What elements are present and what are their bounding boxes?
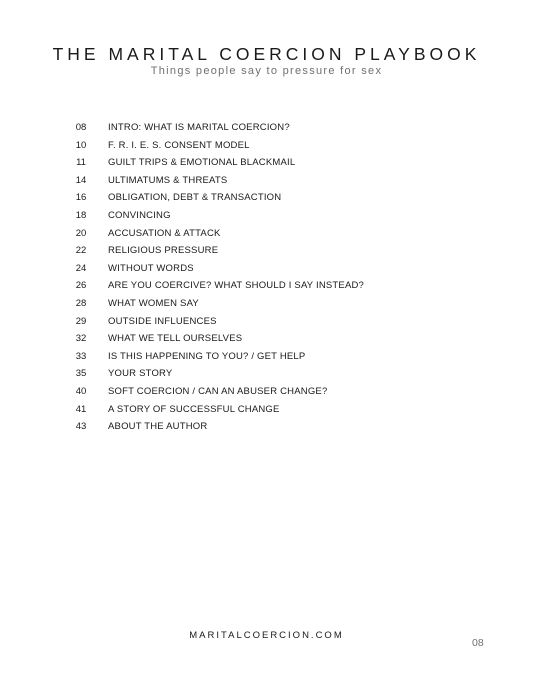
toc-page-number: 22 [75, 245, 87, 257]
toc-label: SOFT COERCION / CAN AN ABUSER CHANGE? [108, 385, 328, 397]
toc-label: A STORY OF SUCCESSFUL CHANGE [108, 403, 280, 415]
toc-page-number: 16 [75, 192, 87, 204]
toc-item[interactable] [0, 403, 533, 421]
toc-page-number: 41 [75, 403, 87, 415]
toc-label: YOUR STORY [108, 368, 173, 380]
toc-label: GUILT TRIPS & EMOTIONAL BLACKMAIL [108, 157, 296, 169]
toc-item[interactable] [0, 279, 533, 297]
table-of-contents [0, 121, 533, 438]
toc-item[interactable] [0, 385, 533, 403]
page-number: 08 [472, 637, 484, 649]
toc-label: OBLIGATION, DEBT & TRANSACTION [108, 192, 282, 204]
toc-page-number: 11 [76, 157, 86, 169]
toc-label: ULTIMATUMS & THREATS [108, 174, 228, 186]
toc-item[interactable] [0, 121, 533, 139]
toc-item[interactable] [0, 209, 533, 227]
page-title: THE MARITAL COERCION PLAYBOOK [52, 44, 481, 64]
toc-item[interactable] [0, 350, 533, 368]
toc-page-number: 28 [75, 297, 87, 309]
toc-label: WITHOUT WORDS [108, 262, 194, 274]
toc-page-number: 43 [75, 421, 87, 433]
toc-label: RELIGIOUS PRESSURE [108, 245, 219, 257]
toc-item[interactable] [0, 420, 533, 438]
toc-item[interactable] [0, 174, 533, 192]
toc-label: INTRO: WHAT IS MARITAL COERCION? [108, 122, 290, 133]
toc-page-number: 40 [75, 385, 87, 397]
page-subtitle: Things people say to pressure for sex [150, 65, 383, 77]
toc-page-number: 08 [75, 122, 87, 133]
toc-label: WHAT WE TELL OURSELVES [108, 333, 243, 345]
toc-label: ABOUT THE AUTHOR [108, 421, 208, 433]
toc-item[interactable] [0, 139, 533, 157]
toc-page-number: 18 [75, 209, 87, 221]
toc-page-number: 29 [75, 315, 87, 327]
toc-page-number: 26 [75, 280, 87, 292]
toc-page-number: 14 [75, 174, 87, 186]
toc-label: IS THIS HAPPENING TO YOU? / GET HELP [108, 350, 306, 362]
toc-label: ARE YOU COERCIVE? WHAT SHOULD I SAY INSTEAD? [108, 280, 365, 292]
toc-label: ACCUSATION & ATTACK [108, 227, 221, 239]
toc-label: OUTSIDE INFLUENCES [108, 315, 217, 327]
footer-website: MARITALCOERCION.COM [189, 630, 344, 641]
toc-item[interactable] [0, 262, 533, 280]
toc-page-number: 33 [75, 350, 87, 362]
toc-item[interactable] [0, 227, 533, 245]
toc-item[interactable] [0, 367, 533, 385]
toc-item[interactable] [0, 156, 533, 174]
toc-page-number: 20 [75, 227, 87, 239]
toc-label: WHAT WOMEN SAY [108, 297, 199, 309]
toc-label: CONVINCING [108, 209, 171, 221]
toc-page-number: 10 [75, 139, 87, 151]
toc-item[interactable] [0, 191, 533, 209]
toc-item[interactable] [0, 244, 533, 262]
toc-page-number: 32 [75, 333, 87, 345]
toc-label: F. R. I. E. S. CONSENT MODEL [108, 139, 250, 151]
toc-page-number: 24 [75, 262, 87, 274]
toc-page-number: 35 [75, 368, 87, 380]
toc-item[interactable] [0, 332, 533, 350]
toc-item[interactable] [0, 297, 533, 315]
toc-item[interactable] [0, 315, 533, 333]
